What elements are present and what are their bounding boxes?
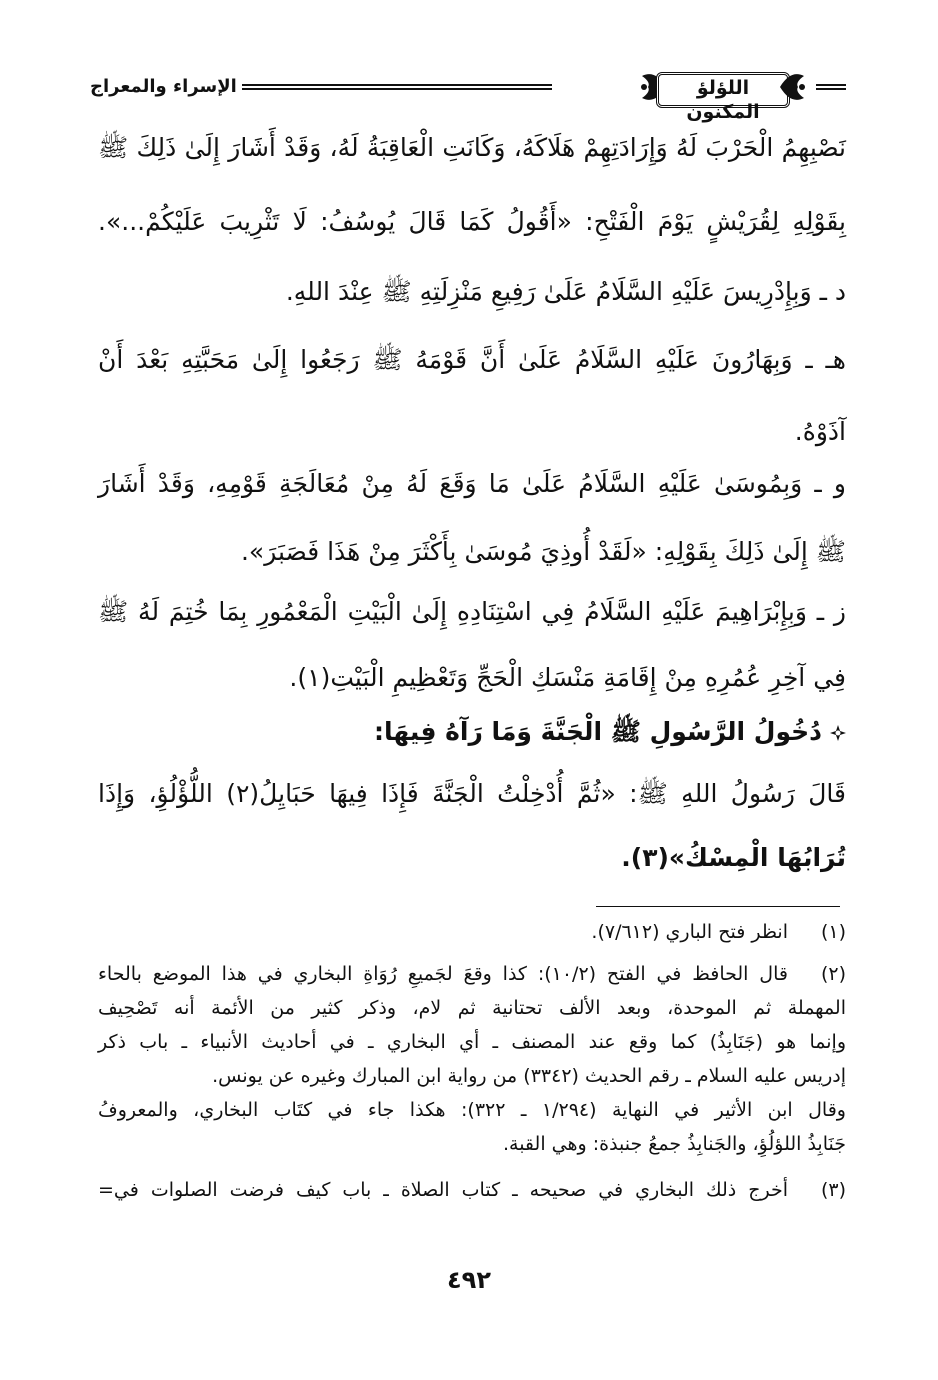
section-heading [98, 712, 846, 752]
book-title-cartouche [638, 58, 808, 123]
running-header [90, 58, 846, 123]
text-line: د ـ وَبِإِدْرِيسَ عَلَيْهِ السَّلَامُ عَلَىٰ رَفِيعِ مَنْزِلَتِهِ ﷺ عِنْدَ اللهِ. [285, 277, 846, 306]
footnote-line: وإنما هو (جَنَابِذُ) كما وقع عند المصنف ـ أي البخاري ـ في أحاديث الأنبياء ـ باب ذكر [98, 1031, 846, 1053]
footnote-line: وقال ابن الأثير في النهاية (١/٢٩٤ ـ ٣٢٢): هكذا جاء في كتَاب البخاري، والمعروفُ [98, 1099, 846, 1121]
footnote-number: (٢) [820, 963, 846, 985]
text-line: فِي آخِرِ عُمُرِهِ مِنْ إِقَامَةِ مَنْسَكِ الْحَجِّ وَتَعْظِيمِ الْبَيْتِ(١). [289, 663, 846, 692]
ornament-icon [778, 66, 808, 108]
footnote-text: قال الحافظ في الفتح (١٠/٢): كذا وقعَ لجَميعِ رُوَاةِ البخاري في هذا الموضع بالحاء [98, 963, 788, 985]
text-line: نَصْبِهِمُ الْحَرْبَ لَهُ وَإِرَادَتِهِمْ هَلَاكَهُ، وَكَانَتِ الْعَاقِبَةُ لَهُ، وَقَدْ أَشَارَ إِلَىٰ ذَلِكَ ﷺ [98, 133, 846, 162]
header-rule-right [816, 84, 846, 90]
text-line: و ـ وَبِمُوسَىٰ عَلَيْهِ السَّلَامُ عَلَىٰ مَا وَقَعَ لَهُ مِنْ مُعَالَجَةِ قَوْمِهِ، وَقَدْ أَشَارَ [98, 469, 846, 498]
flower-bullet-icon [830, 725, 846, 741]
footnote-separator [596, 906, 840, 907]
footnote-line: إدريس عليه السلام ـ رقم الحديث (٣٣٤٢) من رواية ابن المبارك وغيره عن يونس. [212, 1065, 846, 1087]
page-number: ٤٩٢ [447, 1266, 491, 1294]
section-heading-text: دُخُولُ الرَّسُولِ ﷺ الْجَنَّةَ وَمَا رَآهُ فِيهَا: [373, 717, 822, 746]
chapter-title: الإسراء والمعراج [90, 76, 237, 97]
text-line: هـ ـ وَبِهَارُونَ عَلَيْهِ السَّلَامُ عَلَىٰ أَنَّ قَوْمَهُ ﷺ رَجَعُوا إِلَىٰ مَحَبَّتِهِ بَعْدَ أَنْ [98, 345, 846, 374]
text-line: ﷺ إِلَىٰ ذَلِكَ بِقَوْلِهِ: «لَقَدْ أُوذِيَ مُوسَىٰ بِأَكْثَرَ مِنْ هَذَا فَصَبَرَ». [240, 537, 846, 566]
footnote-text: أخرج ذلك البخاري في صحيحه ـ كتاب الصلاة ـ باب كيف فرضت الصلوات في= [98, 1179, 788, 1201]
footnote-line: جَنَابِذُ اللؤلُؤِ، والجَنابِذُ جمعُ جنبذة: وهي القبة. [502, 1133, 846, 1155]
footnote-line: المهملة ثم الموحدة، وبعد الألف تحتانية ثم لام، وذكر كثير من الأئمة أنه تَصْحِيف [98, 997, 846, 1019]
text-line: تُرَابُهَا الْمِسْكُ»(٣). [621, 843, 846, 872]
text-line: قَالَ رَسُولُ اللهِ ﷺ: «ثُمَّ أُدْخِلْتُ الْجَنَّةَ فَإِذَا فِيهَا حَبَايِلُ(٢) اللُّؤْلُؤِ، وَإِذَا [98, 779, 847, 808]
footnote-text: انظر فتح الباري (٧/٦١٢). [591, 921, 788, 943]
footnote-number: (١) [820, 921, 846, 943]
text-line: ز ـ وَبِإِبْرَاهِيمَ عَلَيْهِ السَّلَامُ فِي اسْتِنَادِهِ إِلَىٰ الْبَيْتِ الْمَعْمُورِ بِمَا خُتِمَ لَهُ ﷺ [98, 597, 846, 626]
book-title: اللؤلؤ المكنون [686, 77, 760, 123]
text-line: بِقَوْلِهِ لِقُرَيْشٍ يَوْمَ الْفَتْحِ: «أَقُولُ كَمَا قَالَ يُوسُفُ: لَا تَثْرِيبَ عَلَيْكُمْ...». [98, 207, 846, 236]
text-line: آذَوْهُ. [794, 417, 846, 446]
footnote-number: (٣) [820, 1179, 846, 1201]
header-rule-left [242, 84, 552, 90]
